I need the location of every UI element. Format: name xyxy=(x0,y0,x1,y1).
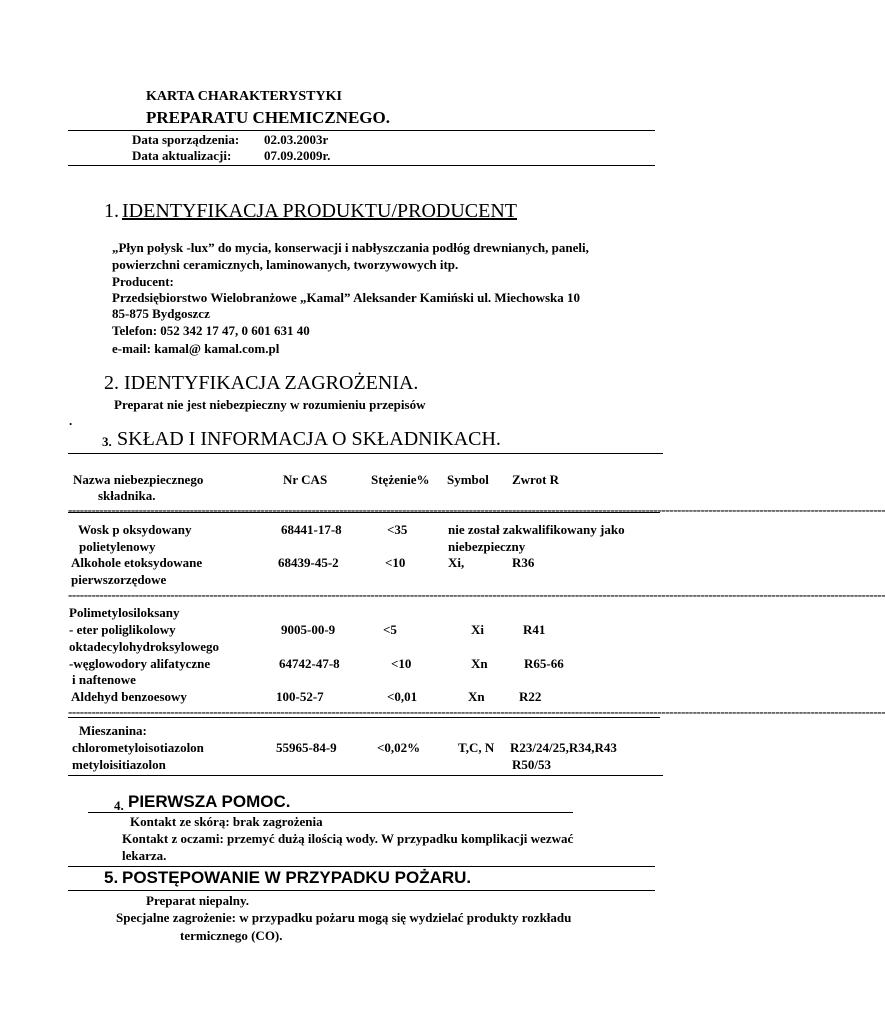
producent-city: 85-875 Bydgoszcz xyxy=(112,306,210,321)
divider xyxy=(68,890,655,891)
fire-text-1: Preparat niepalny. xyxy=(146,893,250,908)
hazard-text: Preparat nie jest niebezpieczny w rozumieniu przepisów xyxy=(114,397,426,412)
dashed-divider: ---------------------------------------------------------------------------------------------------------------------------------------------------------------------------------------------------------------- xyxy=(68,704,885,719)
section-5-title: POSTĘPOWANIE W PRZYPADKU POŻARU. xyxy=(122,868,472,887)
col-header-conc: Stężenie% xyxy=(371,472,430,487)
ingredient-r-2: R50/53 xyxy=(512,757,551,772)
ingredient-conc: <5 xyxy=(383,622,397,637)
ingredient-name-2: i naftenowe xyxy=(72,672,136,687)
col-header-cas: Nr CAS xyxy=(283,472,328,487)
ingredient-cas: 9005-00-9 xyxy=(281,622,336,637)
ingredient-name: -węglowodory alifatyczne xyxy=(69,656,211,671)
ingredient-conc: <0,02% xyxy=(377,740,421,755)
producent-phone: Telefon: 052 342 17 47, 0 601 631 40 xyxy=(112,323,310,338)
ingredient-r: R41 xyxy=(523,622,546,637)
divider xyxy=(68,866,655,867)
ingredient-name: Aldehyd benzoesowy xyxy=(71,689,187,704)
dashed-divider: ---------------------------------------------------------------------------------------------------------------------------------------------------------------------------------------------------------------- xyxy=(68,587,885,602)
first-aid-eyes-2: lekarza. xyxy=(122,848,167,863)
section-3-title: SKŁAD I INFORMACJA O SKŁADNIKACH. xyxy=(117,428,501,450)
section-1-number: 1. xyxy=(104,200,119,222)
ingredient-cas: 64742-47-8 xyxy=(279,656,340,671)
ingredient-r: R65-66 xyxy=(524,656,564,671)
ingredient-symbol: Xn xyxy=(468,689,485,704)
date-created-label: Data sporządzenia: xyxy=(132,132,240,147)
ingredient-cas: 100-52-7 xyxy=(276,689,324,704)
col-header-r: Zwrot R xyxy=(512,472,560,487)
producent-label: Producent: xyxy=(112,274,174,289)
ingredient-note-2: niebezpieczny xyxy=(448,539,526,554)
dashed-divider: ---------------------------------------------------------------------------------------------------------------------------------------------------------------------------------------------------------------- xyxy=(68,502,885,517)
ingredient-conc: <0,01 xyxy=(387,689,418,704)
ingredient-r: R22 xyxy=(519,689,542,704)
col-header-name-2: składnika. xyxy=(98,488,156,503)
producent-email: e-mail: kamal@ kamal.com.pl xyxy=(112,341,280,356)
first-aid-eyes: Kontakt z oczami: przemyć dużą ilością wody. W przypadku komplikacji wezwać xyxy=(122,831,574,846)
section-4-underline xyxy=(88,812,573,813)
ingredient-name-2: oktadecylohydroksylowego xyxy=(69,639,219,654)
fire-text-3: termicznego (CO). xyxy=(180,928,283,943)
ingredient-name: chlorometyloisotiazolon xyxy=(72,740,204,755)
ingredient-symbol: Xi xyxy=(471,622,484,637)
first-aid-skin: Kontakt ze skórą: brak zagrożenia xyxy=(130,814,323,829)
ingredient-name: metyloisitiazolon xyxy=(72,757,166,772)
ingredient-cas: 68439-45-2 xyxy=(278,555,339,570)
section-4-title: PIERWSZA POMOC. xyxy=(128,792,291,811)
ingredient-symbol: Xi, xyxy=(448,555,465,570)
ingredient-conc: <10 xyxy=(391,656,412,671)
date-updated: 07.09.2009r. xyxy=(264,148,331,163)
section-4-number: 4. xyxy=(114,798,124,813)
stray-dot: . xyxy=(69,413,73,428)
doc-title-line1: KARTA CHARAKTERYSTYKI xyxy=(146,89,342,104)
ingredient-symbol: T,C, N xyxy=(458,740,495,755)
product-line: „Płyn połysk -lux” do mycia, konserwacji i nabłyszczania podłóg drewnianych, paneli, xyxy=(112,240,589,255)
divider xyxy=(68,775,663,776)
divider xyxy=(68,512,660,513)
product-line: powierzchni ceramicznych, laminowanych, tworzywowych itp. xyxy=(112,257,459,272)
ingredient-group-name: Mieszanina: xyxy=(79,723,147,738)
divider xyxy=(68,453,663,454)
ingredient-name-2: pierwszorzędowe xyxy=(71,572,167,587)
divider xyxy=(68,130,655,131)
ingredient-cas: 68441-17-8 xyxy=(281,522,342,537)
ingredient-name: Alkohole etoksydowane xyxy=(71,555,203,570)
date-updated-label: Data aktualizacji: xyxy=(132,148,232,163)
ingredient-r: R23/24/25,R34,R43 xyxy=(510,740,617,755)
section-5-number: 5. xyxy=(104,868,119,887)
section-2-title: 2. IDENTYFIKACJA ZAGROŻENIA. xyxy=(104,372,419,394)
section-1-title: IDENTYFIKACJA PRODUKTU/PRODUCENT xyxy=(122,200,518,222)
divider xyxy=(68,717,660,718)
ingredient-note: nie został zakwalifikowany jako xyxy=(448,522,625,537)
ingredient-r: R36 xyxy=(512,555,535,570)
producent-name: Przedsiębiorstwo Wielobranżowe „Kamal” Aleksander Kamiński ul. Miechowska 10 xyxy=(112,290,581,305)
doc-title-line2: PREPARATU CHEMICZNEGO. xyxy=(146,108,390,127)
ingredient-cas: 55965-84-9 xyxy=(276,740,337,755)
col-header-symbol: Symbol xyxy=(447,472,489,487)
date-created: 02.03.2003r xyxy=(264,132,329,147)
ingredient-name: Wosk p oksydowany xyxy=(78,522,192,537)
section-3-number: 3. xyxy=(102,434,112,449)
ingredient-name: - eter poliglikolowy xyxy=(69,622,176,637)
col-header-name: Nazwa niebezpiecznego xyxy=(73,472,204,487)
ingredient-conc: <35 xyxy=(387,522,408,537)
divider xyxy=(68,165,655,166)
ingredient-group-name: Polimetylosiloksany xyxy=(69,605,180,620)
fire-text-2: Specjalne zagrożenie: w przypadku pożaru mogą się wydzielać produkty rozkładu xyxy=(116,910,572,925)
ingredient-name-2: polietylenowy xyxy=(79,539,156,554)
ingredient-conc: <10 xyxy=(385,555,406,570)
ingredient-symbol: Xn xyxy=(471,656,488,671)
